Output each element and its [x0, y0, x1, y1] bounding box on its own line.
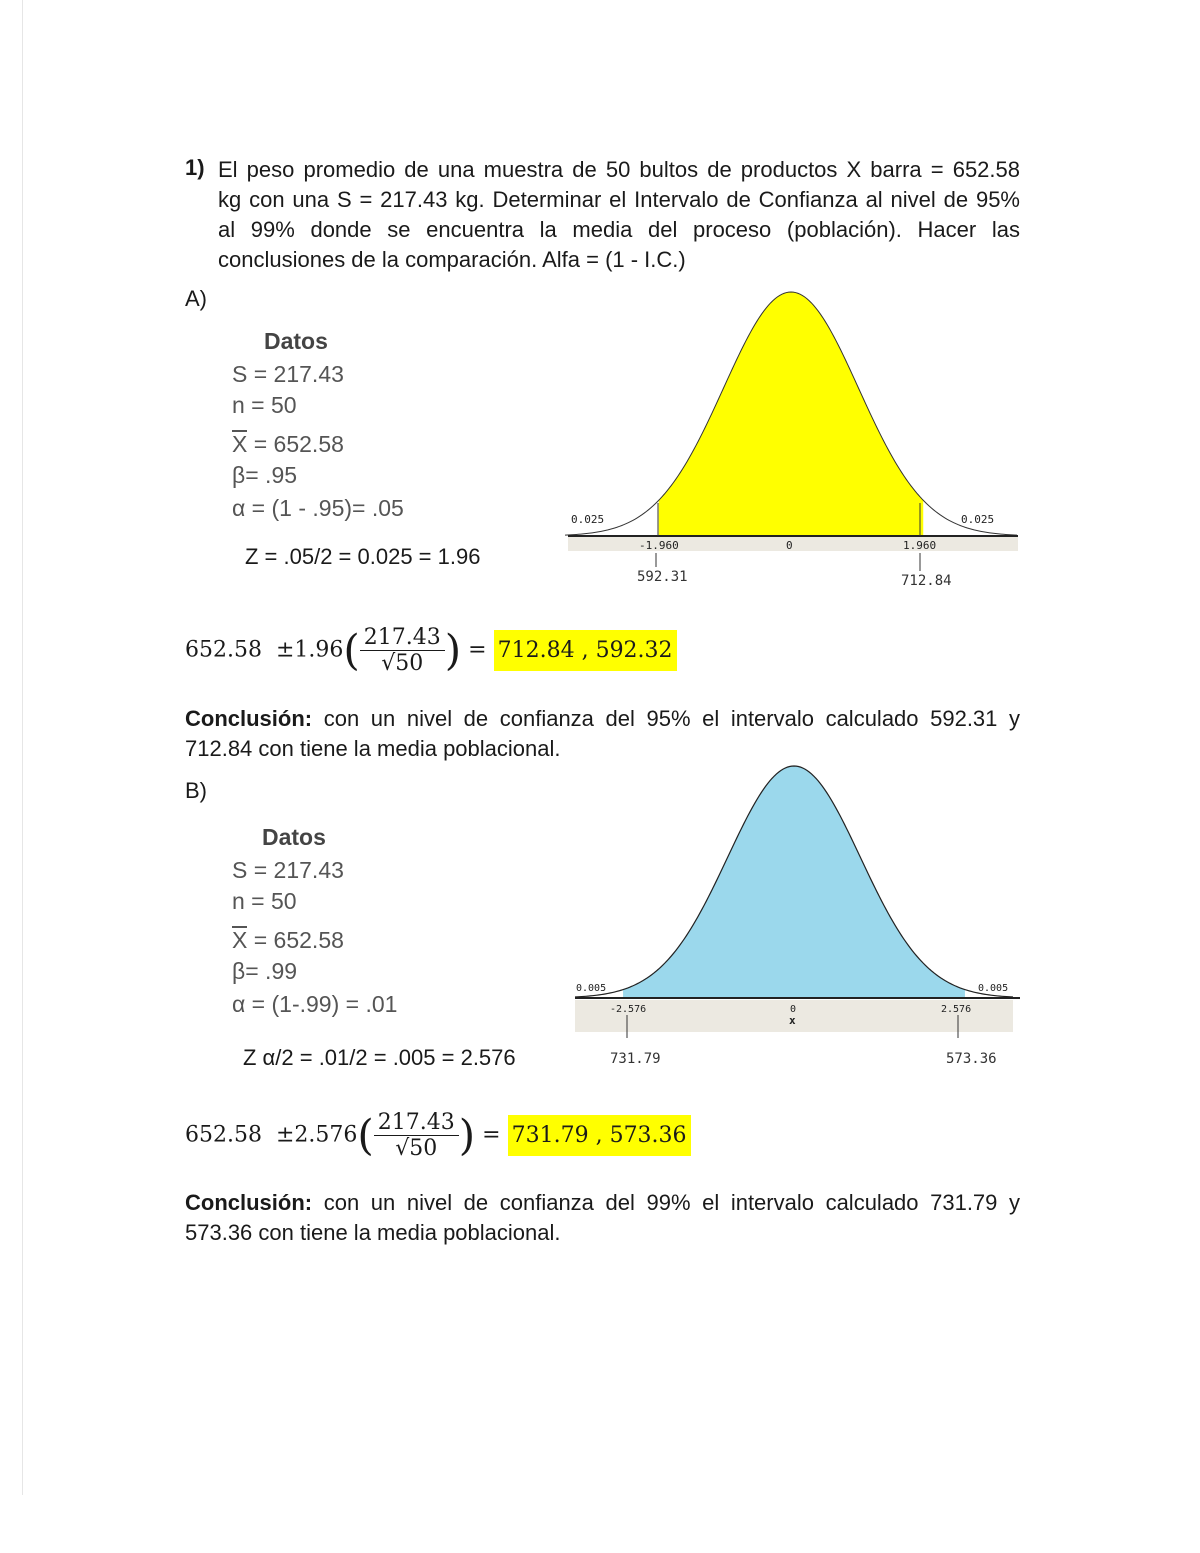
- close-paren: ): [458, 1110, 476, 1160]
- part-a-label: A): [185, 286, 207, 311]
- formula-mean: 652.58: [185, 1122, 262, 1148]
- formula-fraction: [374, 1110, 459, 1161]
- part-b-normal-chart: [570, 760, 1020, 1072]
- formula-equals: =: [482, 1122, 501, 1148]
- open-paren: (: [357, 1110, 374, 1160]
- tail-left-label: 0.025: [571, 513, 605, 526]
- part-a-formula: [185, 625, 677, 676]
- conclusion-line-1: [185, 1188, 1020, 1218]
- axis-band: [568, 537, 1018, 551]
- formula-mean: 652.58: [185, 637, 262, 663]
- part-a-datos: [232, 328, 404, 522]
- part-b-formula: [185, 1110, 691, 1161]
- central-area: [659, 292, 923, 536]
- conclusion-text: con un nivel de confianza del 99% el intervalo calculado 731.79 y: [312, 1190, 1020, 1215]
- formula-result: 731.79 , 573.36: [508, 1115, 691, 1156]
- datos-n: n = 50: [232, 392, 297, 418]
- value-right-label: 712.84: [901, 573, 952, 589]
- xbar-symbol: X: [232, 927, 248, 953]
- conclusion-label: Conclusión:: [185, 1190, 313, 1215]
- tail-left-label: 0.005: [576, 983, 607, 994]
- close-paren: ): [444, 625, 462, 675]
- datos-title: Datos: [262, 824, 326, 850]
- tail-right-label: 0.005: [978, 983, 1009, 994]
- part-b-z-line: Z α/2 = .01/2 = .005 = 2.576: [243, 1045, 516, 1070]
- part-a-conclusion: [185, 704, 1020, 764]
- tail-right-label: 0.025: [961, 513, 995, 526]
- xbar-value: = 652.58: [247, 927, 344, 953]
- formula-pm-z: ±1.96: [275, 637, 344, 663]
- datos-alpha: α = (1 - .95)= .05: [232, 495, 404, 521]
- tick-left-label: -2.576: [610, 1004, 647, 1015]
- problem-statement: [218, 155, 1020, 275]
- fraction-numerator: 217.43: [360, 625, 445, 651]
- conclusion-text: con un nivel de confianza del 95% el intervalo calculado 592.31 y: [312, 706, 1020, 731]
- problem-number: 1): [185, 155, 205, 180]
- datos-alpha: α = (1-.99) = .01: [232, 991, 398, 1017]
- central-area: [623, 766, 965, 998]
- tick-right-label: 1.960: [903, 539, 937, 552]
- datos-n: n = 50: [232, 888, 297, 914]
- value-left-label: 592.31: [637, 569, 688, 585]
- datos-beta: β= .99: [232, 958, 298, 984]
- conclusion-line-2: 573.36 con tiene la media poblacional.: [185, 1220, 561, 1245]
- value-left-label: 731.79: [610, 1051, 661, 1067]
- part-b-label: B): [185, 778, 207, 803]
- tick-left-label: -1.960: [639, 539, 679, 552]
- conclusion-line-2: 712.84 con tiene la media poblacional.: [185, 736, 561, 761]
- problem-line: al 99% donde se encuentra la media del proceso (población). Hacer las: [218, 217, 1020, 242]
- problem-line: conclusiones de la comparación. Alfa = (1 - I.C.): [218, 247, 686, 272]
- fraction-numerator: 217.43: [374, 1110, 459, 1136]
- formula-equals: =: [468, 637, 487, 663]
- datos-xbar: [232, 927, 397, 954]
- datos-beta: β= .95: [232, 462, 298, 488]
- part-a-normal-chart: [565, 285, 1020, 590]
- conclusion-label: Conclusión:: [185, 706, 313, 731]
- datos-s: S = 217.43: [232, 857, 344, 883]
- value-right-label: 573.36: [946, 1051, 997, 1067]
- formula-fraction: [360, 625, 445, 676]
- tick-center-label: 0: [786, 539, 793, 552]
- formula-pm-z: ±2.576: [275, 1122, 358, 1148]
- part-b-datos: [232, 824, 397, 1018]
- xbar-symbol: X: [232, 431, 248, 457]
- part-b-conclusion: [185, 1188, 1020, 1248]
- part-a-z-line: Z = .05/2 = 0.025 = 1.96: [245, 544, 481, 569]
- fraction-denominator: √50: [381, 651, 424, 676]
- datos-title: Datos: [264, 328, 328, 354]
- open-paren: (: [343, 625, 360, 675]
- datos-s: S = 217.43: [232, 361, 344, 387]
- fraction-denominator: √50: [395, 1136, 438, 1161]
- formula-result: 712.84 , 592.32: [494, 630, 677, 671]
- datos-xbar: [232, 431, 404, 458]
- page-edge: [22, 0, 23, 1495]
- axis-label: x: [789, 1014, 796, 1027]
- tick-right-label: 2.576: [941, 1004, 972, 1015]
- problem-line: kg con una S = 217.43 kg. Determinar el Intervalo de Confianza al nivel de 95%: [218, 187, 1020, 212]
- conclusion-line-1: [185, 704, 1020, 734]
- xbar-value: = 652.58: [247, 431, 344, 457]
- tick-center-label: 0: [790, 1004, 797, 1015]
- problem-line: El peso promedio de una muestra de 50 bultos de productos X barra = 652.58: [218, 157, 1020, 182]
